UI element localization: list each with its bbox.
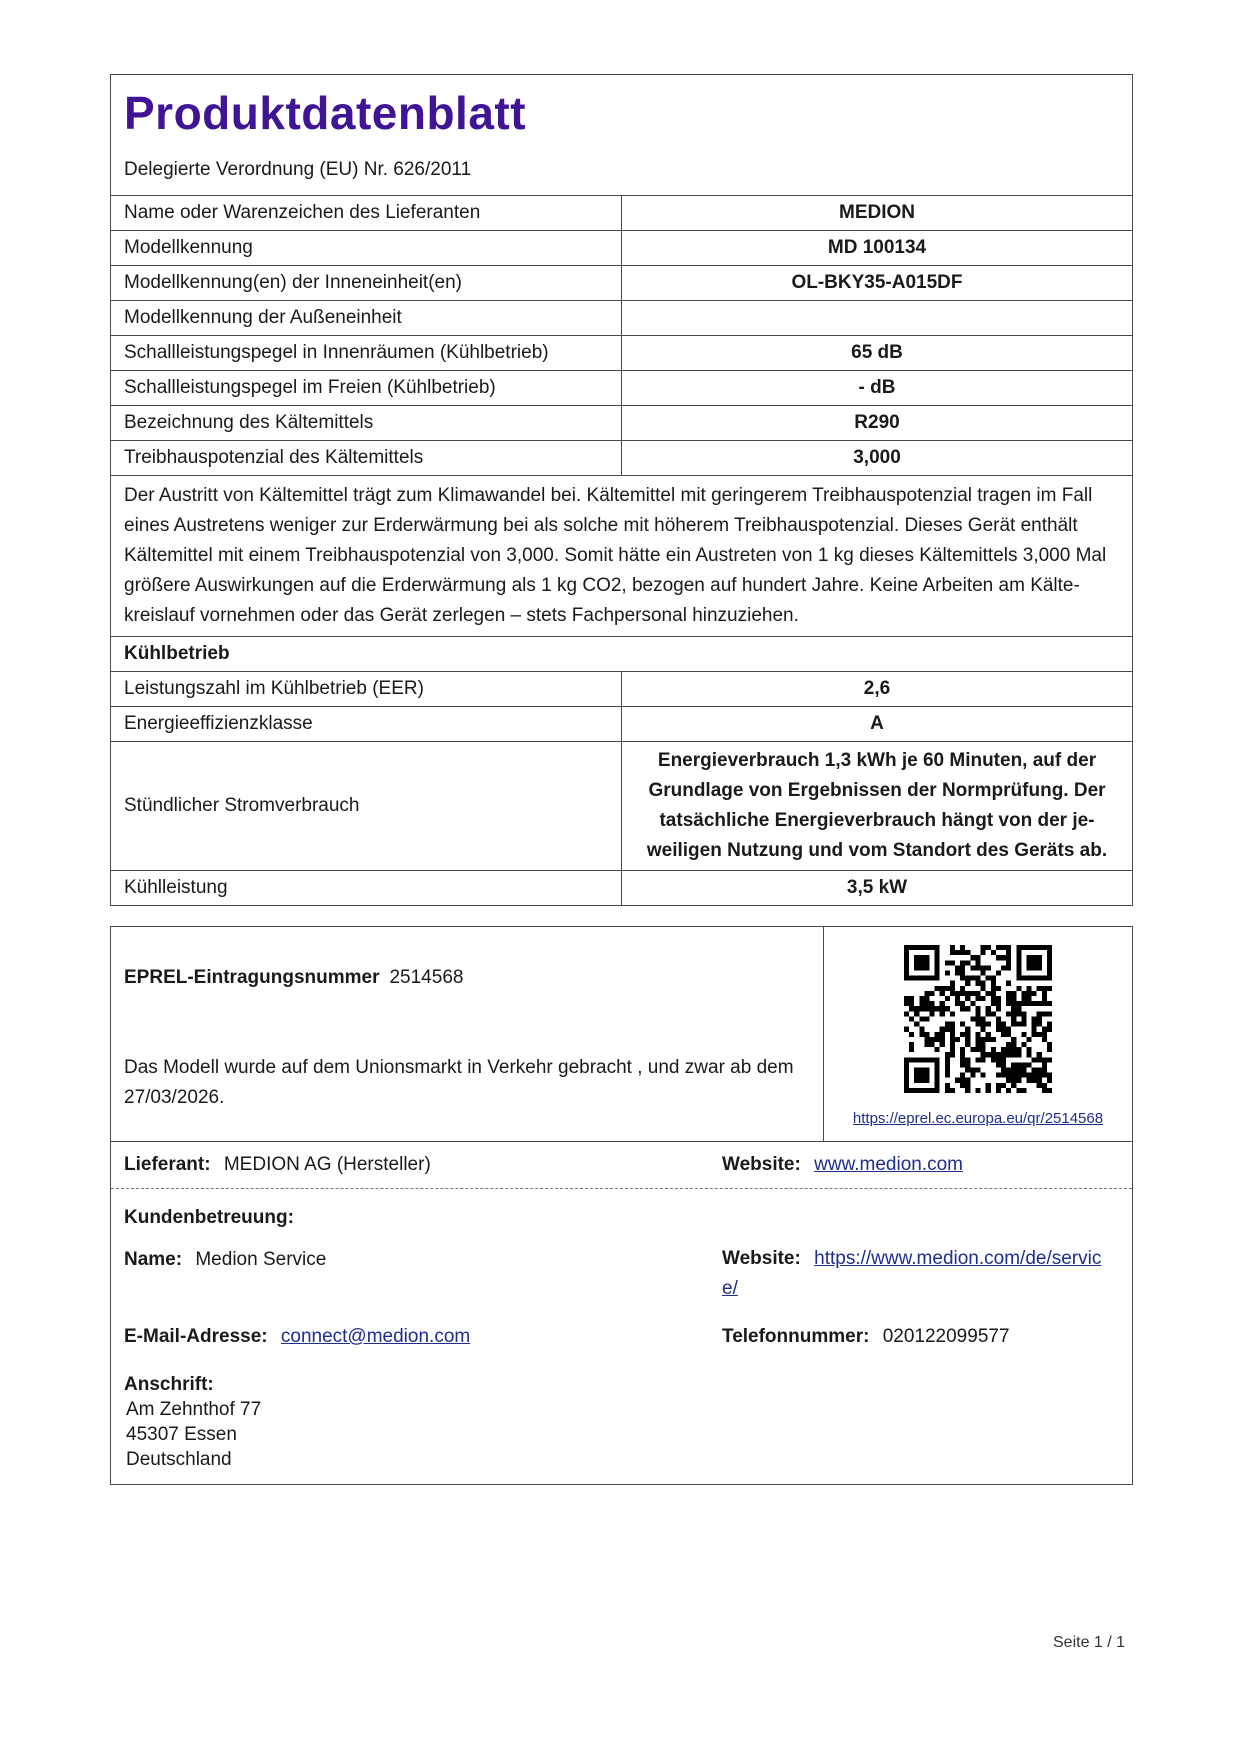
supplier-website-link[interactable]: www.medion.com bbox=[814, 1154, 964, 1175]
table-row bbox=[111, 301, 1132, 336]
eprel-label: EPREL-Eintragungsnummer bbox=[124, 967, 380, 988]
email-label: E-Mail-Adresse: bbox=[124, 1326, 268, 1347]
spec-box bbox=[110, 74, 1133, 906]
spec-value: MD 100134 bbox=[622, 231, 1133, 266]
supplier-box bbox=[110, 926, 1133, 1485]
spec-value: OL-BKY35-A015DF bbox=[622, 266, 1133, 301]
spec-label: Name oder Warenzeichen des Lieferanten bbox=[111, 196, 622, 231]
care-name: Medion Service bbox=[195, 1249, 327, 1270]
supplier-website-label: Website: bbox=[722, 1154, 801, 1175]
qr-panel bbox=[824, 927, 1132, 1141]
spec-label: Leistungszahl im Kühlbetrieb (EER) bbox=[111, 672, 622, 707]
table-row bbox=[111, 371, 1132, 406]
spec-label: Kühlleistung bbox=[111, 871, 622, 906]
spec-value: 3,000 bbox=[622, 441, 1133, 476]
section-row bbox=[111, 637, 1132, 672]
care-website-label: Website: bbox=[722, 1248, 801, 1269]
care-website-link[interactable]: https://www.medion.com/de/service/ bbox=[722, 1248, 1102, 1299]
spec-table bbox=[111, 196, 1132, 905]
spec-value bbox=[622, 301, 1133, 336]
sheet-header bbox=[111, 75, 1132, 196]
eprel-number: 2514568 bbox=[389, 967, 464, 988]
address-label: Anschrift: bbox=[124, 1374, 214, 1395]
address-city: 45307 Essen bbox=[126, 1424, 237, 1445]
spec-label: Schallleistungspegel im Freien (Kühlbetrieb) bbox=[111, 371, 622, 406]
eprel-section bbox=[111, 927, 1132, 1142]
market-placement-text: Das Modell wurde auf dem Unionsmarkt in Verkehr gebracht , und zwar ab dem 27/03/2026. bbox=[124, 1057, 794, 1108]
table-row bbox=[111, 336, 1132, 371]
notice-row bbox=[111, 476, 1132, 637]
regulation-subtitle: Delegierte Verordnung (EU) Nr. 626/2011 bbox=[124, 159, 472, 180]
spec-label: Treibhauspotenzial des Kältemittels bbox=[111, 441, 622, 476]
product-data-sheet bbox=[110, 74, 1133, 1485]
spec-value: - dB bbox=[622, 371, 1133, 406]
supplier-name: MEDION AG (Hersteller) bbox=[223, 1154, 431, 1175]
address-country: Deutschland bbox=[126, 1449, 232, 1470]
spec-value: 65 dB bbox=[622, 336, 1133, 371]
spec-value: R290 bbox=[622, 406, 1133, 441]
spec-value: 3,5 kW bbox=[622, 871, 1133, 906]
refrigerant-notice: Der Austritt von Kältemittel trägt zum Klimawandel bei. Kältemittel mit geringerem Treibhauspotenzial tragen im Fall eines Austretens weniger zur Erderwärmung bei als solche mit höherem Treibhauspotenzial. Dieses Gerät enthält Kältemittel mit einem Treibhauspotenzial von 3,000. Somit hätte ein Austreten von 1 kg dieses Kältemittels 3,000 Mal größere Auswirkungen auf die Erderwärmung als 1 kg CO2, bezogen auf hundert Jahre. Keine Arbeiten am Kälte-kreislauf vornehmen oder das Gerät zerlegen – stets Fachpersonal hinzuziehen. bbox=[111, 476, 1132, 637]
customer-care-title: Kundenbetreuung: bbox=[124, 1207, 294, 1228]
phone-number: 020122099577 bbox=[882, 1326, 1010, 1347]
supplier-label: Lieferant: bbox=[124, 1154, 211, 1175]
phone-label: Telefonnummer: bbox=[722, 1326, 870, 1347]
eprel-info bbox=[111, 927, 824, 1141]
spec-value-hourly: Energieverbrauch 1,3 kWh je 60 Minuten, auf der Grundlage von Ergebnissen der Normprüfung. Der tatsächliche Energieverbrauch hängt von der je-weiligen Nutzung und vom Standort des Geräts ab. bbox=[622, 742, 1133, 871]
table-row bbox=[111, 871, 1132, 906]
page-title: Produktdatenblatt bbox=[124, 87, 527, 139]
table-row bbox=[111, 196, 1132, 231]
care-name-row bbox=[111, 1249, 1132, 1304]
spec-value: A bbox=[622, 707, 1133, 742]
page-number: Seite 1 / 1 bbox=[1053, 1634, 1126, 1651]
supplier-row bbox=[111, 1142, 1132, 1189]
spec-label: Energieeffizienzklasse bbox=[111, 707, 622, 742]
customer-care-section bbox=[111, 1189, 1132, 1484]
qr-code-icon bbox=[904, 945, 1052, 1093]
spec-label: Stündlicher Stromverbrauch bbox=[111, 742, 622, 871]
spec-label: Schallleistungspegel in Innenräumen (Kühlbetrieb) bbox=[111, 336, 622, 371]
address-block bbox=[111, 1372, 1132, 1472]
table-row bbox=[111, 441, 1132, 476]
table-row bbox=[111, 406, 1132, 441]
section-heading-cooling: Kühlbetrieb bbox=[111, 637, 1132, 672]
email-link[interactable]: connect@medion.com bbox=[280, 1326, 471, 1347]
spec-label: Modellkennung der Außeneinheit bbox=[111, 301, 622, 336]
table-row bbox=[111, 742, 1132, 871]
eprel-qr-link[interactable]: https://eprel.ec.europa.eu/qr/2514568 bbox=[852, 1110, 1104, 1127]
spec-value: MEDION bbox=[839, 202, 915, 223]
eprel-registration bbox=[124, 967, 810, 989]
table-row bbox=[111, 266, 1132, 301]
table-row bbox=[111, 231, 1132, 266]
address-lines bbox=[124, 1397, 1132, 1472]
spec-value: 2,6 bbox=[622, 672, 1133, 707]
spec-label: Bezeichnung des Kältemittels bbox=[111, 406, 622, 441]
table-row bbox=[111, 672, 1132, 707]
care-name-label: Name: bbox=[124, 1249, 183, 1270]
care-contact-row bbox=[111, 1326, 1132, 1348]
spec-label: Modellkennung bbox=[111, 231, 622, 266]
address-street: Am Zehnthof 77 bbox=[126, 1399, 262, 1420]
spec-label: Modellkennung(en) der Inneneinheit(en) bbox=[111, 266, 622, 301]
table-row bbox=[111, 707, 1132, 742]
